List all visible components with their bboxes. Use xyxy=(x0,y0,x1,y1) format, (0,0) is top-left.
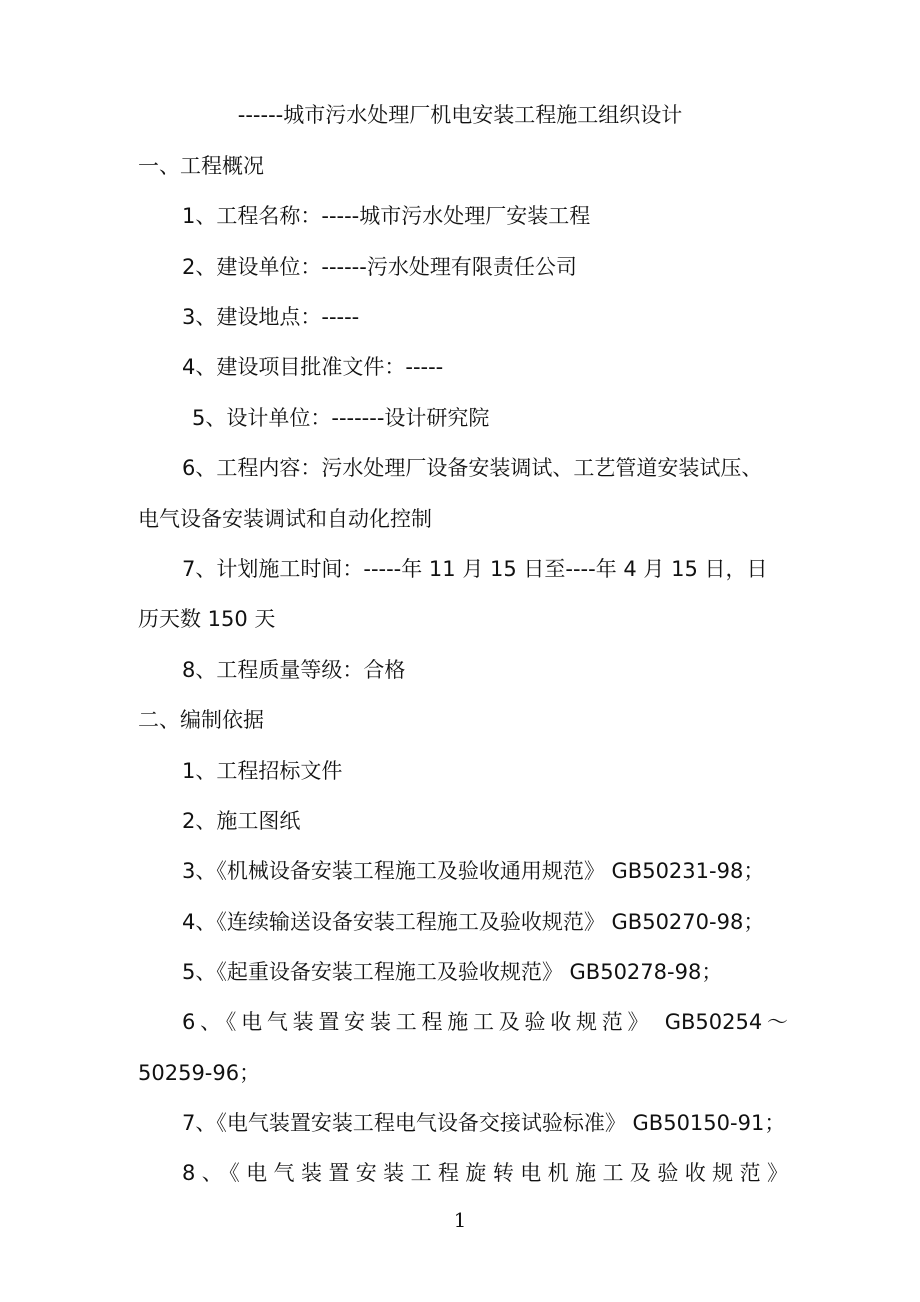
basis-item-6-cont: 50259-96； xyxy=(138,1061,261,1085)
basis-item-1: 1、工程招标文件 xyxy=(182,759,343,783)
basis-item-7: 7、《电气装置安装工程电气设备交接试验标准》 GB50150-91； xyxy=(182,1111,786,1135)
basis-item-6: 6、《电气装置安装工程施工及验收规范》 GB50254～ xyxy=(182,1010,788,1034)
overview-item-6-cont: 电气设备安装调试和自动化控制 xyxy=(138,507,432,531)
overview-item-7-cont: 历天数 150 天 xyxy=(138,607,276,631)
document-title: ------城市污水处理厂机电安装工程施工组织设计 xyxy=(237,103,683,127)
overview-item-4: 4、建设项目批准文件：----- xyxy=(182,355,444,379)
basis-item-4: 4、《连续输送设备安装工程施工及验收规范》 GB50270-98； xyxy=(182,910,765,934)
basis-item-8: 8、《电气装置安装工程旋转电机施工及验收规范》 xyxy=(182,1161,788,1185)
overview-item-2: 2、建设单位：------污水处理有限责任公司 xyxy=(182,255,577,279)
basis-item-5: 5、《起重设备安装工程施工及验收规范》 GB50278-98； xyxy=(182,960,723,984)
page-number: 1 xyxy=(453,1208,467,1232)
overview-item-7: 7、计划施工时间：-----年 11 月 15 日至----年 4 月 15 日，日 xyxy=(182,557,768,581)
overview-item-5: 5、设计单位：-------设计研究院 xyxy=(192,406,490,430)
overview-item-3: 3、建设地点：----- xyxy=(182,305,360,329)
overview-item-1: 1、工程名称：-----城市污水处理厂安装工程 xyxy=(182,204,591,228)
section-heading-basis: 二、编制依据 xyxy=(138,708,264,732)
section-heading-overview: 一、工程概况 xyxy=(138,154,264,178)
overview-item-6: 6、工程内容：污水处理厂设备安装调试、工艺管道安装试压、 xyxy=(182,456,763,480)
overview-item-8: 8、工程质量等级：合格 xyxy=(182,658,406,682)
basis-item-2: 2、施工图纸 xyxy=(182,809,301,833)
basis-item-3: 3、《机械设备安装工程施工及验收通用规范》 GB50231-98； xyxy=(182,859,765,883)
